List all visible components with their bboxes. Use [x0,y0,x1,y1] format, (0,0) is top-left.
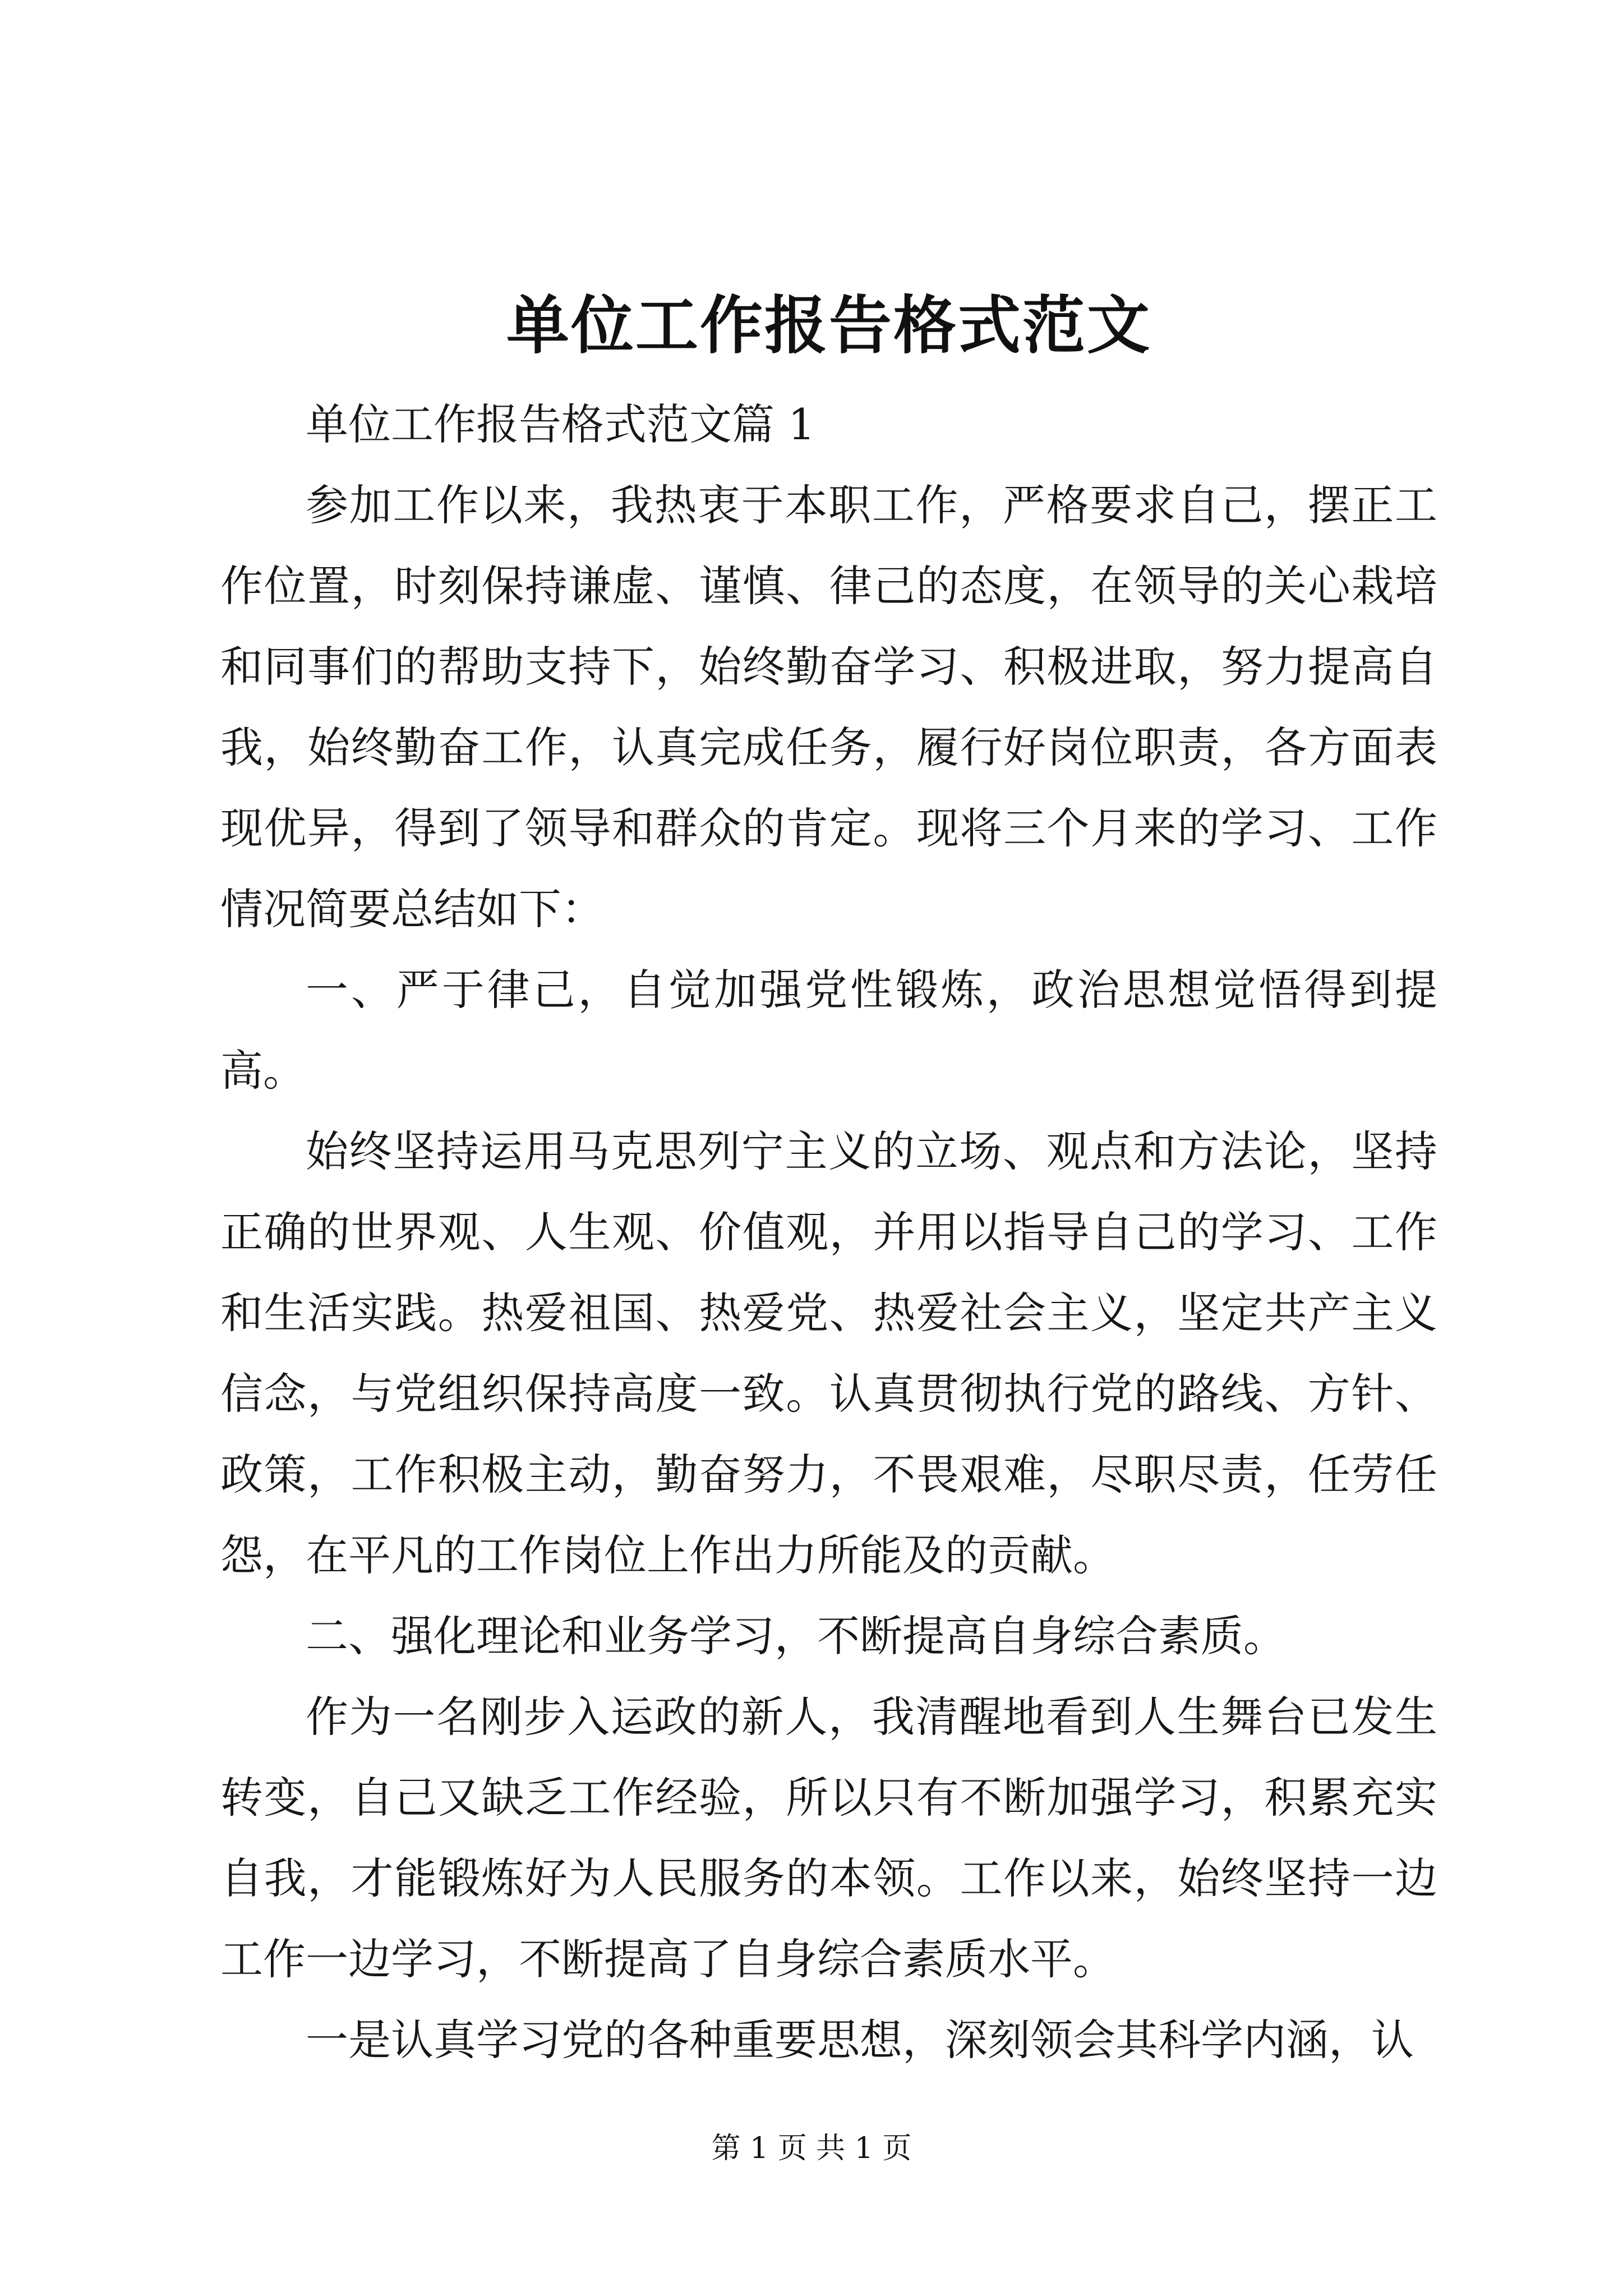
paragraph-point-two-body: 作为一名刚步入运政的新人，我清醒地看到人生舞台已发生转变，自己又缺乏工作经验，所以只有不断加强学习，积累充实自我，才能锻炼好为人民服务的本领。工作以来，始终坚持一边工作一边学习，不断提高了自身综合素质水平。 [220,1692,1437,1984]
paragraph-point-one-body: 始终坚持运用马克思列宁主义的立场、观点和方法论，坚持正确的世界观、人生观、价值观，并用以指导自己的学习、工作和生活实践。热爱祖国、热爱党、热爱社会主义，坚定共产主义信念，与党组织保持高度一致。认真贯彻执行党的路线、方针、政策，工作积极主动，勤奋努力，不畏艰难，尽职尽责，任劳任怨，在平凡的工作岗位上作出力所能及的贡献。 [220,1126,1437,1580]
document-title: 单位工作报告格式范文 [506,289,1151,362]
paragraph-intro: 参加工作以来，我热衷于本职工作，严格要求自己，摆正工作位置，时刻保持谦虚、谨慎、律己的态度，在领导的关心栽培和同事们的帮助支持下，始终勤奋学习、积极进取，努力提高自我，始终勤奋工作，认真完成任务，履行好岗位职责，各方面表现优异，得到了领导和群众的肯定。现将三个月来的学习、工作情况简要总结如下： [220,480,1437,934]
paragraph-point-one-heading: 一、严于律己，自觉加强党性锻炼，政治思想觉悟得到提高。 [220,965,1437,1096]
section-heading: 单位工作报告格式范文篇 1 [306,399,815,449]
page-footer: 第 1 页 共 1 页 [711,2132,912,2165]
paragraph-point-two-heading: 二、强化理论和业务学习，不断提高自身综合素质。 [306,1611,1286,1661]
document-body [220,283,1437,2081]
paragraph-study-item-one: 一是认真学习党的各种重要思想，深刻领会其科学内涵，认 [306,2015,1414,2065]
